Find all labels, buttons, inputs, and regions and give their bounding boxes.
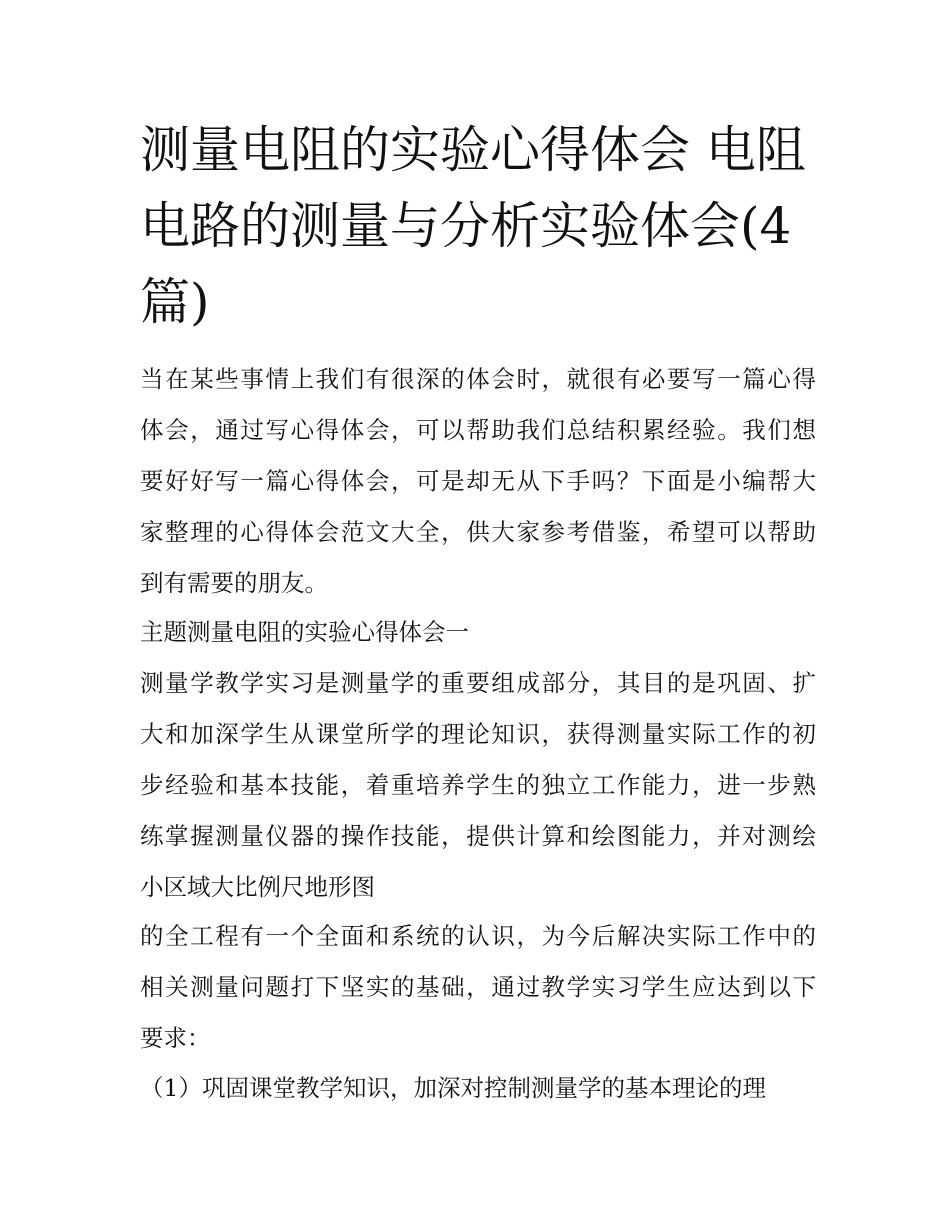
- paragraph-line: 家整理的心得体会范文大全，供大家参考借鉴，希望可以帮助: [140, 518, 816, 546]
- paragraph-line: 练掌握测量仪器的操作技能，提供计算和绘图能力，并对测绘: [140, 822, 816, 850]
- paragraph-line: 步经验和基本技能，着重培养学生的独立工作能力，进一步熟: [140, 771, 816, 799]
- heading-text: 主题测量电阻的实验心得体会一: [140, 618, 469, 646]
- paragraph-line: 大和加深学生从课堂所学的理论知识，获得测量实际工作的初: [140, 720, 816, 748]
- paragraph-line: 小区域大比例尺地形图: [140, 873, 375, 901]
- list-item-text: （1）巩固课堂教学知识，加深对控制测量学的基本理论的理: [140, 1074, 766, 1102]
- intro-paragraph: [140, 354, 816, 609]
- title-line: 测量电阻的实验心得体会 电阻: [140, 121, 806, 179]
- title-line: 电路的测量与分析实验体会(4: [140, 197, 792, 255]
- paragraph-line: 体会，通过写心得体会，可以帮助我们总结积累经验。我们想: [140, 416, 816, 444]
- paragraph-line: 相关测量问题打下坚实的基础，通过教学实习学生应达到以下: [140, 973, 816, 1001]
- paragraph-line: 测量学教学实习是测量学的重要组成部分，其目的是巩固、扩: [140, 669, 816, 697]
- body-paragraph-1: [140, 658, 816, 913]
- body-paragraph-2: [140, 911, 816, 1064]
- paragraph-line: 要求：: [140, 1024, 211, 1052]
- document-title: [140, 112, 820, 340]
- title-line: 篇): [140, 273, 210, 331]
- paragraph-line: 当在某些事情上我们有很深的体会时，就很有必要写一篇心得: [140, 365, 816, 393]
- paragraph-line: 要好好写一篇心得体会，可是却无从下手吗？下面是小编帮大: [140, 467, 816, 495]
- paragraph-line: 到有需要的朋友。: [140, 569, 328, 597]
- section-heading: [140, 607, 816, 658]
- list-item: [140, 1063, 816, 1114]
- paragraph-line: 的全工程有一个全面和系统的认识，为今后解决实际工作中的: [140, 922, 816, 950]
